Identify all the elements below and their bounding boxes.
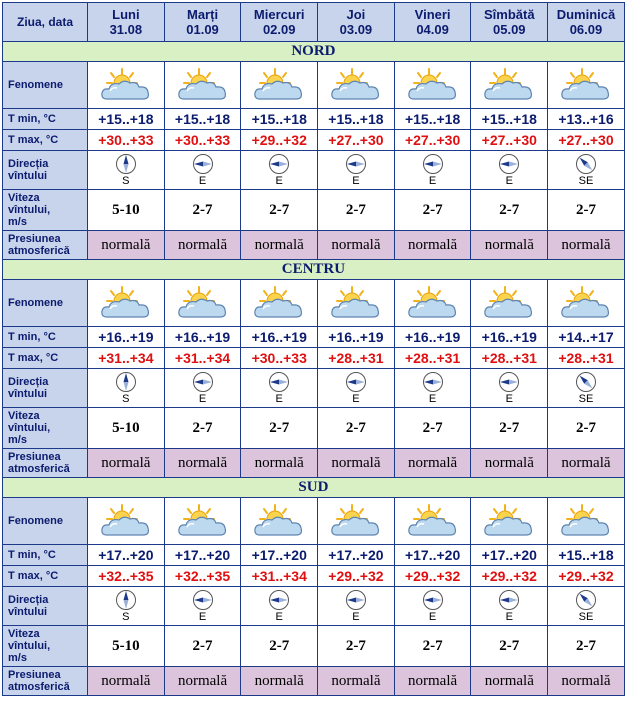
tmin-cell: +15..+18 [394, 109, 471, 130]
pressure-cell: normală [241, 449, 318, 478]
pressure-cell: normală [164, 449, 241, 478]
row-label-wind-speed [3, 408, 88, 449]
row-label-tmax: T max, °C [3, 566, 88, 587]
phenomena-cell [241, 498, 318, 545]
wind-speed-cell: 2-7 [241, 190, 318, 231]
wind-direction-text: E [428, 175, 437, 187]
partly-cloudy-icon [174, 66, 232, 104]
label-line: atmosferică [8, 681, 70, 693]
wind-direction-cell [164, 369, 241, 408]
tmin-cell: +17..+20 [241, 545, 318, 566]
tmin-row [3, 545, 625, 566]
wind-direction-cell [318, 151, 395, 190]
partly-cloudy-icon [557, 284, 615, 322]
tmax-cell: +29..+32 [471, 566, 548, 587]
wind-direction-compass-icon [498, 153, 520, 175]
day-name: Luni [112, 7, 140, 22]
wind-direction-compass-icon [422, 371, 444, 393]
wind-direction-text: E [428, 611, 437, 623]
day-header [88, 3, 165, 42]
row-label-pressure [3, 667, 88, 696]
tmax-cell: +27..+30 [548, 130, 625, 151]
tmax-cell: +28..+31 [548, 348, 625, 369]
wind-speed-cell: 2-7 [318, 626, 395, 667]
day-name: Miercuri [253, 7, 305, 22]
phenomena-cell [471, 280, 548, 327]
label-line: vîntului [8, 170, 48, 182]
wind-speed-cell: 2-7 [471, 190, 548, 231]
wind-direction-text: E [352, 175, 360, 187]
phenomena-cell [88, 280, 165, 327]
wind-direction-text: E [198, 175, 207, 187]
phenomena-cell [471, 62, 548, 109]
wind-speed-row [3, 190, 625, 231]
pressure-cell: normală [548, 231, 625, 260]
tmax-cell: +32..+35 [164, 566, 241, 587]
wind-direction-compass-icon [192, 589, 214, 611]
pressure-cell: normală [241, 231, 318, 260]
tmin-cell: +17..+20 [394, 545, 471, 566]
pressure-cell: normală [394, 449, 471, 478]
wind-speed-row [3, 626, 625, 667]
wind-speed-cell: 5-10 [88, 408, 165, 449]
wind-direction-compass-icon [345, 589, 367, 611]
tmax-cell: +29..+32 [548, 566, 625, 587]
phenomena-cell [88, 62, 165, 109]
wind-speed-row [3, 408, 625, 449]
wind-speed-cell: 2-7 [548, 190, 625, 231]
phenomena-row [3, 280, 625, 327]
wind-direction-cell [241, 369, 318, 408]
row-label-pressure [3, 449, 88, 478]
partly-cloudy-icon [557, 502, 615, 540]
phenomena-cell [394, 498, 471, 545]
row-label-tmax: T max, °C [3, 130, 88, 151]
day-header [394, 3, 471, 42]
wind-direction-cell [548, 587, 625, 626]
wind-direction-text: E [275, 393, 283, 405]
tmax-cell: +29..+32 [394, 566, 471, 587]
pressure-cell: normală [548, 667, 625, 696]
tmax-cell: +29..+32 [241, 130, 318, 151]
day-name: Marți [187, 7, 219, 22]
wind-direction-text: E [275, 175, 283, 187]
label-line: vîntului, [8, 422, 51, 434]
wind-direction-cell [471, 587, 548, 626]
label-line: Direcția [8, 376, 49, 388]
forecast-table [2, 2, 625, 696]
wind-direction-text: S [122, 393, 130, 405]
wind-speed-cell: 5-10 [88, 626, 165, 667]
day-date: 03.09 [339, 22, 373, 37]
wind-direction-cell [241, 587, 318, 626]
partly-cloudy-icon [250, 502, 308, 540]
partly-cloudy-icon [327, 284, 385, 322]
tmax-cell: +30..+33 [88, 130, 165, 151]
wind-direction-row [3, 587, 625, 626]
row-label-wind-direction [3, 587, 88, 626]
row-label-wind-direction [3, 369, 88, 408]
pressure-cell: normală [471, 449, 548, 478]
wind-direction-compass-icon [115, 371, 137, 393]
row-label-tmax: T max, °C [3, 348, 88, 369]
pressure-cell: normală [548, 449, 625, 478]
tmax-cell: +29..+32 [318, 566, 395, 587]
tmin-cell: +15..+18 [548, 545, 625, 566]
day-header [548, 3, 625, 42]
phenomena-cell [548, 62, 625, 109]
tmin-cell: +16..+19 [241, 327, 318, 348]
tmin-row [3, 109, 625, 130]
wind-speed-cell: 2-7 [164, 190, 241, 231]
phenomena-cell [164, 498, 241, 545]
partly-cloudy-icon [174, 284, 232, 322]
region-row [3, 260, 625, 280]
tmin-cell: +15..+18 [164, 109, 241, 130]
day-date: 06.09 [569, 22, 603, 37]
label-line: Presiunea [8, 451, 61, 463]
pressure-cell: normală [471, 667, 548, 696]
tmin-cell: +17..+20 [164, 545, 241, 566]
tmax-row [3, 566, 625, 587]
day-name: Duminică [556, 7, 616, 22]
partly-cloudy-icon [404, 66, 462, 104]
wind-direction-cell [88, 151, 165, 190]
row-label-wind-direction [3, 151, 88, 190]
wind-direction-cell [394, 369, 471, 408]
wind-direction-cell [548, 369, 625, 408]
wind-direction-row [3, 151, 625, 190]
day-name: Vineri [414, 7, 451, 22]
wind-direction-text: E [352, 393, 360, 405]
wind-direction-cell [88, 369, 165, 408]
label-line: m/s [8, 216, 27, 228]
wind-speed-cell: 2-7 [318, 408, 395, 449]
label-line: Direcția [8, 594, 49, 606]
partly-cloudy-icon [557, 66, 615, 104]
wind-speed-cell: 5-10 [88, 190, 165, 231]
tmax-cell: +30..+33 [241, 348, 318, 369]
tmax-cell: +30..+33 [164, 130, 241, 151]
pressure-cell: normală [164, 667, 241, 696]
wind-direction-cell [394, 587, 471, 626]
wind-direction-compass-icon [192, 153, 214, 175]
partly-cloudy-icon [327, 502, 385, 540]
wind-direction-cell [548, 151, 625, 190]
row-label-wind-speed [3, 190, 88, 231]
pressure-cell: normală [88, 667, 165, 696]
phenomena-row [3, 62, 625, 109]
pressure-cell: normală [318, 667, 395, 696]
tmin-cell: +17..+20 [318, 545, 395, 566]
wind-direction-cell [241, 151, 318, 190]
partly-cloudy-icon [250, 66, 308, 104]
tmin-cell: +16..+19 [394, 327, 471, 348]
row-label-wind-speed [3, 626, 88, 667]
wind-direction-compass-icon [575, 371, 597, 393]
label-line: Presiunea [8, 233, 61, 245]
wind-direction-cell [471, 151, 548, 190]
wind-direction-text: E [428, 393, 437, 405]
row-label-phenomena: Fenomene [3, 280, 88, 327]
tmax-cell: +31..+34 [241, 566, 318, 587]
tmin-cell: +17..+20 [88, 545, 165, 566]
pressure-cell: normală [471, 231, 548, 260]
tmax-cell: +28..+31 [471, 348, 548, 369]
wind-speed-cell: 2-7 [241, 626, 318, 667]
partly-cloudy-icon [404, 502, 462, 540]
wind-direction-text: SE [578, 611, 594, 623]
wind-direction-compass-icon [575, 589, 597, 611]
wind-speed-cell: 2-7 [164, 408, 241, 449]
tmin-cell: +17..+20 [471, 545, 548, 566]
wind-direction-cell [88, 587, 165, 626]
region-name: CENTRU [3, 260, 625, 280]
wind-direction-cell [318, 369, 395, 408]
wind-direction-cell [318, 587, 395, 626]
wind-direction-text: E [505, 175, 513, 187]
row-label-tmin: T min, °C [3, 327, 88, 348]
partly-cloudy-icon [97, 284, 155, 322]
partly-cloudy-icon [404, 284, 462, 322]
tmax-cell: +27..+30 [318, 130, 395, 151]
pressure-cell: normală [88, 449, 165, 478]
day-date: 01.09 [186, 22, 219, 37]
wind-speed-cell: 2-7 [394, 190, 471, 231]
tmin-cell: +15..+18 [318, 109, 395, 130]
row-label-tmin: T min, °C [3, 109, 88, 130]
pressure-row [3, 231, 625, 260]
phenomena-cell [164, 280, 241, 327]
partly-cloudy-icon [327, 66, 385, 104]
phenomena-cell [394, 62, 471, 109]
label-line: m/s [8, 434, 27, 446]
tmin-cell: +14..+17 [548, 327, 625, 348]
wind-speed-cell: 2-7 [394, 626, 471, 667]
tmin-row [3, 327, 625, 348]
partly-cloudy-icon [480, 66, 538, 104]
region-name: SUD [3, 478, 625, 498]
label-line: vîntului, [8, 204, 51, 216]
label-line: atmosferică [8, 245, 70, 257]
label-line: vîntului [8, 388, 48, 400]
wind-direction-text: E [275, 611, 283, 623]
pressure-row [3, 667, 625, 696]
tmax-row [3, 348, 625, 369]
row-label-phenomena: Fenomene [3, 62, 88, 109]
label-line: Presiunea [8, 669, 61, 681]
wind-direction-cell [164, 151, 241, 190]
phenomena-cell [471, 498, 548, 545]
tmin-cell: +15..+18 [241, 109, 318, 130]
header-label: Ziua, data [3, 3, 88, 42]
tmin-cell: +15..+18 [471, 109, 548, 130]
wind-direction-text: E [198, 611, 207, 623]
tmax-cell: +31..+34 [88, 348, 165, 369]
phenomena-cell [548, 280, 625, 327]
partly-cloudy-icon [250, 284, 308, 322]
pressure-cell: normală [394, 667, 471, 696]
tmax-cell: +28..+31 [318, 348, 395, 369]
label-line: vîntului, [8, 640, 51, 652]
day-date: 02.09 [262, 22, 296, 37]
forecast-container [2, 2, 624, 696]
label-line: Viteza [8, 410, 40, 422]
wind-speed-cell: 2-7 [471, 408, 548, 449]
wind-direction-cell [471, 369, 548, 408]
day-name: Sîmbătă [483, 7, 535, 22]
pressure-cell: normală [318, 231, 395, 260]
label-line: m/s [8, 652, 27, 664]
wind-speed-cell: 2-7 [394, 408, 471, 449]
row-label-phenomena: Fenomene [3, 498, 88, 545]
wind-direction-compass-icon [422, 589, 444, 611]
row-label-pressure [3, 231, 88, 260]
label-line: vîntului [8, 606, 48, 618]
phenomena-cell [318, 62, 395, 109]
tmax-cell: +31..+34 [164, 348, 241, 369]
tmax-cell: +27..+30 [471, 130, 548, 151]
phenomena-row [3, 498, 625, 545]
tmin-cell: +15..+18 [88, 109, 165, 130]
wind-speed-cell: 2-7 [241, 408, 318, 449]
phenomena-cell [164, 62, 241, 109]
wind-direction-compass-icon [268, 371, 290, 393]
wind-direction-compass-icon [498, 371, 520, 393]
label-line: Viteza [8, 192, 40, 204]
partly-cloudy-icon [480, 502, 538, 540]
region-row [3, 42, 625, 62]
wind-direction-text: S [122, 175, 130, 187]
phenomena-cell [241, 280, 318, 327]
tmin-cell: +16..+19 [88, 327, 165, 348]
pressure-cell: normală [241, 667, 318, 696]
wind-direction-compass-icon [268, 589, 290, 611]
tmin-cell: +16..+19 [164, 327, 241, 348]
label-line: atmosferică [8, 463, 70, 475]
day-date: 04.09 [416, 22, 449, 37]
phenomena-cell [318, 280, 395, 327]
wind-direction-compass-icon [192, 371, 214, 393]
wind-direction-text: SE [578, 175, 594, 187]
row-label-tmin: T min, °C [3, 545, 88, 566]
wind-direction-text: E [352, 611, 360, 623]
wind-direction-text: S [122, 611, 130, 623]
wind-speed-cell: 2-7 [164, 626, 241, 667]
tmax-row [3, 130, 625, 151]
tmin-cell: +16..+19 [318, 327, 395, 348]
wind-direction-compass-icon [268, 153, 290, 175]
label-line: Direcția [8, 158, 49, 170]
pressure-cell: normală [318, 449, 395, 478]
day-header [241, 3, 318, 42]
phenomena-cell [548, 498, 625, 545]
wind-direction-text: E [505, 393, 513, 405]
tmin-cell: +13..+16 [548, 109, 625, 130]
wind-direction-cell [394, 151, 471, 190]
day-header [164, 3, 241, 42]
tmax-cell: +32..+35 [88, 566, 165, 587]
partly-cloudy-icon [174, 502, 232, 540]
wind-direction-compass-icon [115, 589, 137, 611]
wind-speed-cell: 2-7 [548, 626, 625, 667]
phenomena-cell [88, 498, 165, 545]
day-header [318, 3, 395, 42]
wind-speed-cell: 2-7 [318, 190, 395, 231]
wind-direction-text: SE [578, 393, 594, 405]
wind-direction-cell [164, 587, 241, 626]
wind-direction-compass-icon [575, 153, 597, 175]
partly-cloudy-icon [480, 284, 538, 322]
tmax-cell: +28..+31 [394, 348, 471, 369]
pressure-cell: normală [394, 231, 471, 260]
partly-cloudy-icon [97, 502, 155, 540]
wind-direction-text: E [198, 393, 207, 405]
pressure-row [3, 449, 625, 478]
pressure-cell: normală [88, 231, 165, 260]
header-row [3, 3, 625, 42]
phenomena-cell [394, 280, 471, 327]
tmax-cell: +27..+30 [394, 130, 471, 151]
day-name: Joi [346, 7, 366, 22]
region-name: NORD [3, 42, 625, 62]
wind-direction-row [3, 369, 625, 408]
wind-direction-compass-icon [115, 153, 137, 175]
wind-direction-compass-icon [422, 153, 444, 175]
phenomena-cell [318, 498, 395, 545]
pressure-cell: normală [164, 231, 241, 260]
label-line: Viteza [8, 628, 40, 640]
wind-direction-text: E [505, 611, 513, 623]
wind-speed-cell: 2-7 [471, 626, 548, 667]
wind-direction-compass-icon [345, 371, 367, 393]
tmin-cell: +16..+19 [471, 327, 548, 348]
region-row [3, 478, 625, 498]
partly-cloudy-icon [97, 66, 155, 104]
day-header [471, 3, 548, 42]
day-date: 31.08 [109, 22, 143, 37]
day-date: 05.09 [493, 22, 526, 37]
wind-direction-compass-icon [345, 153, 367, 175]
wind-direction-compass-icon [498, 589, 520, 611]
wind-speed-cell: 2-7 [548, 408, 625, 449]
phenomena-cell [241, 62, 318, 109]
